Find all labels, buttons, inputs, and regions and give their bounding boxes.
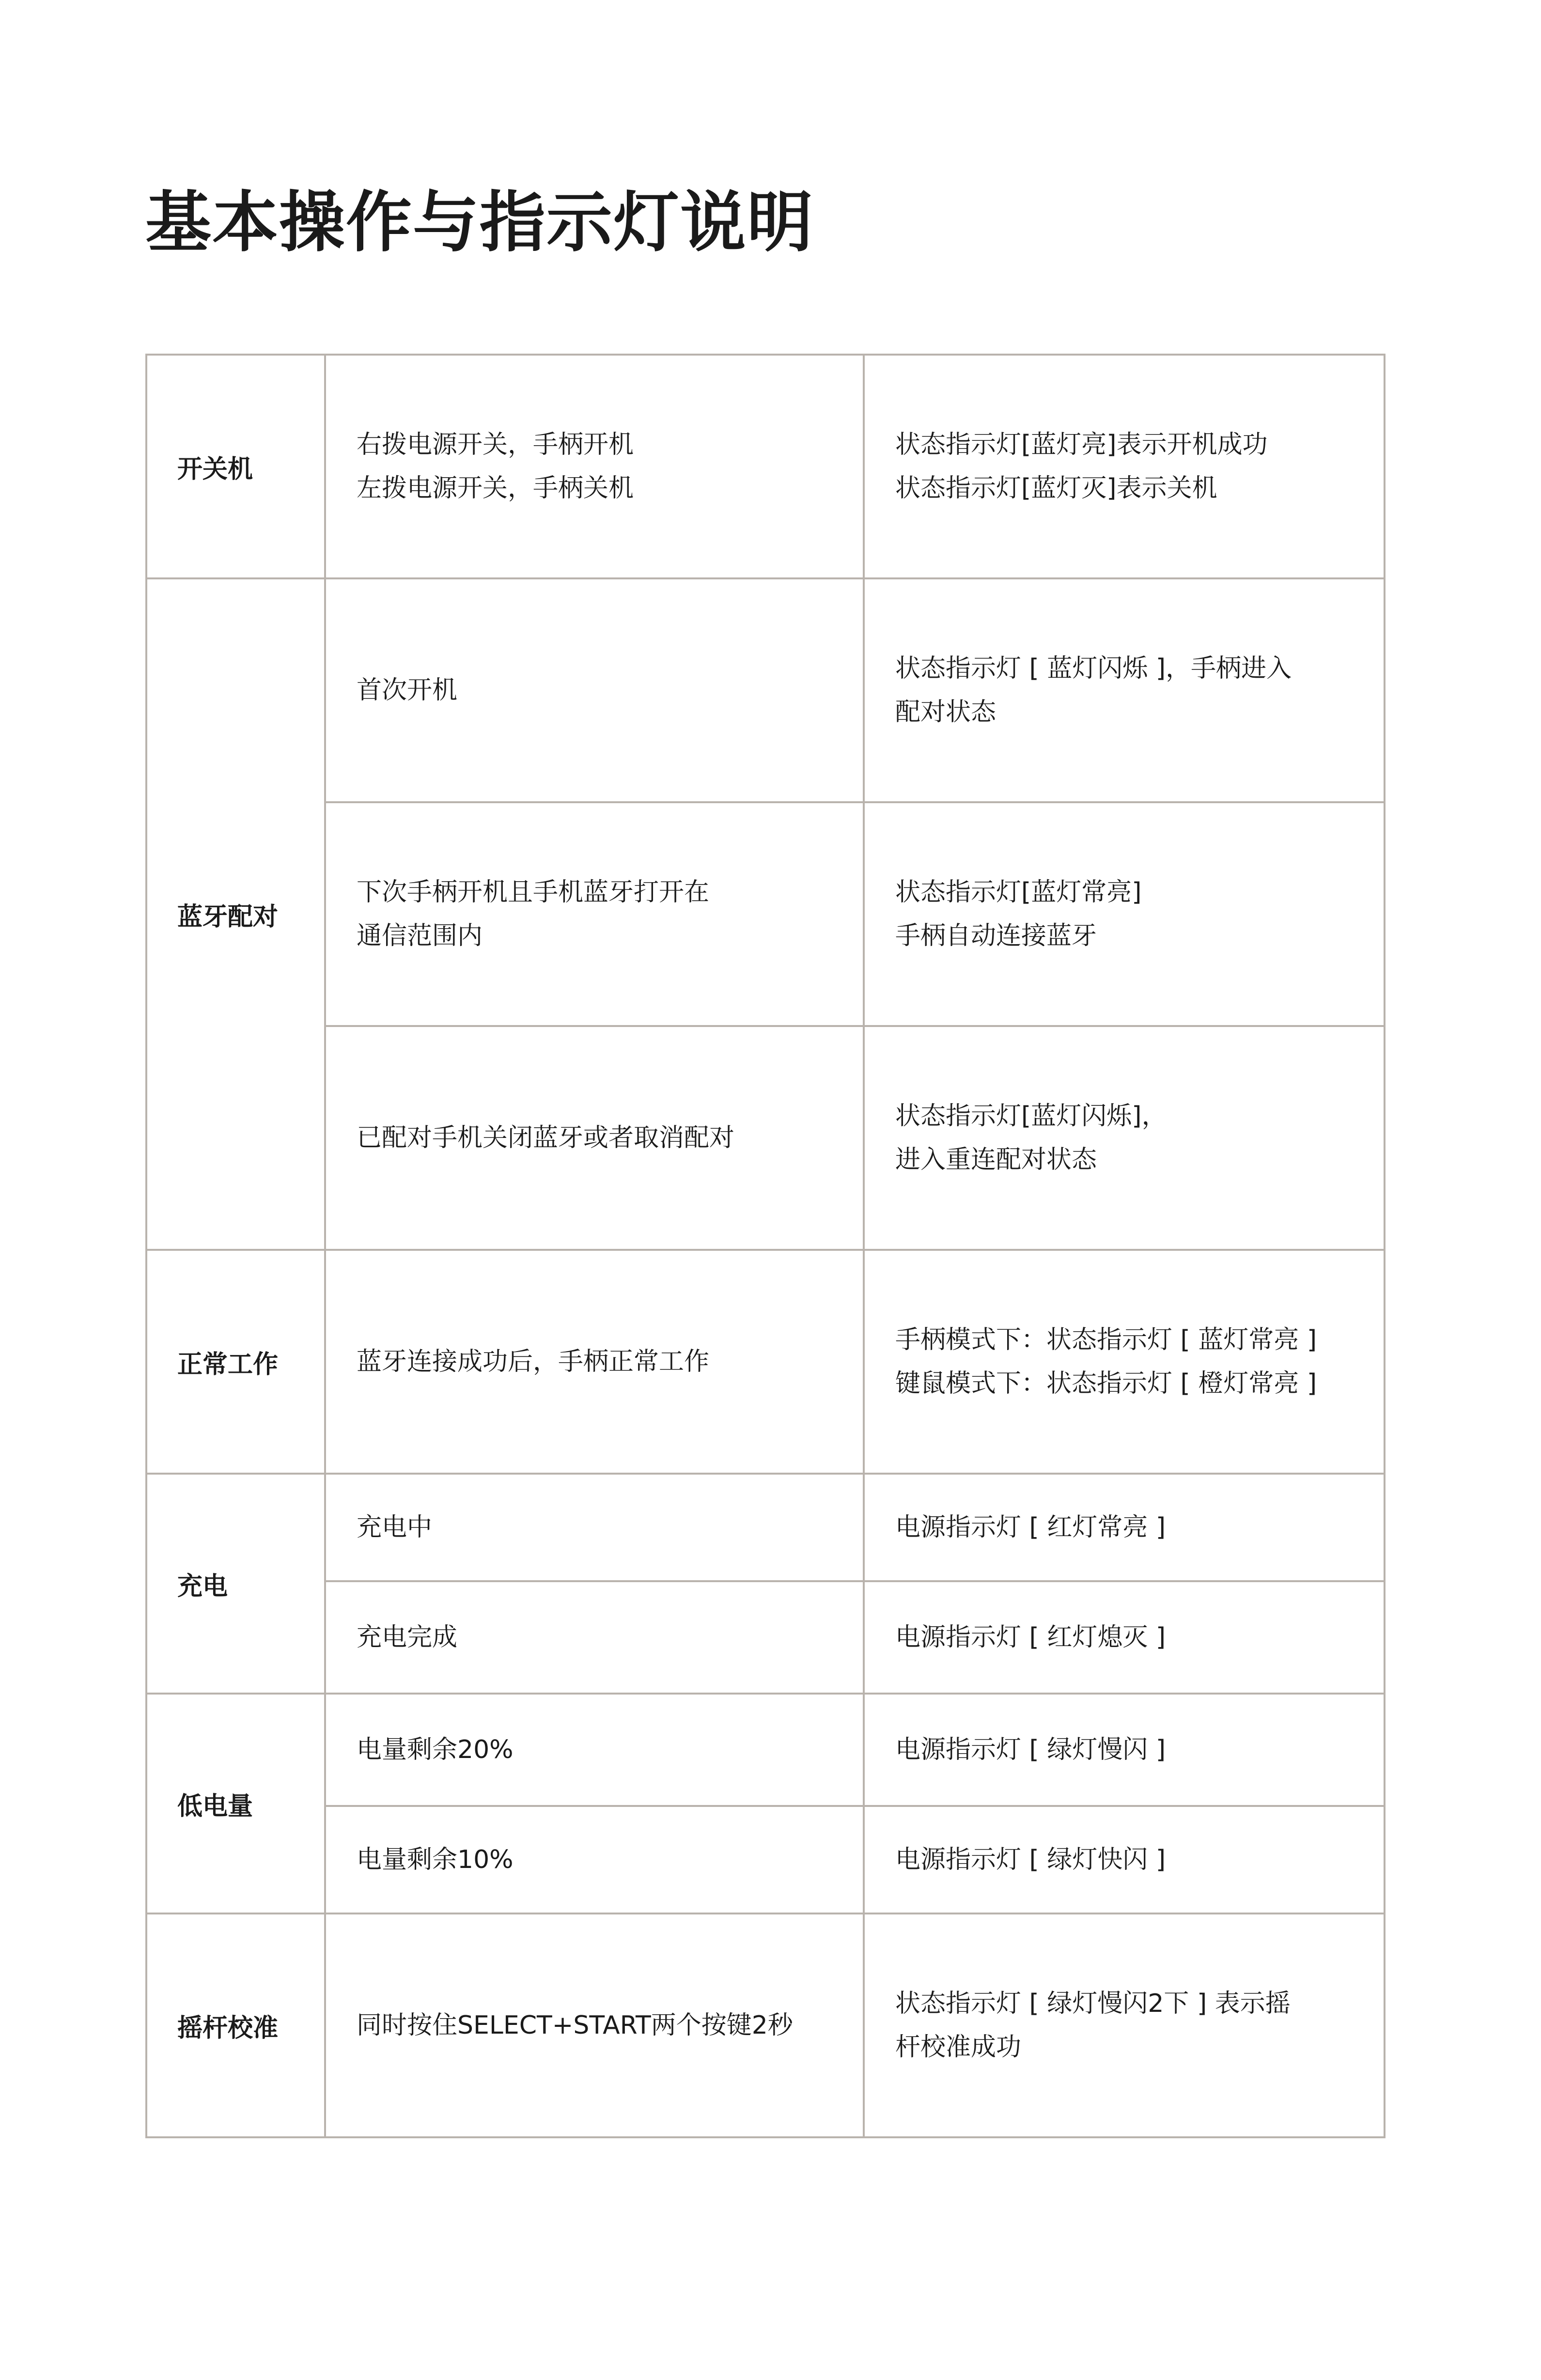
table-row: [146, 1694, 1385, 1806]
operation-text: 左拨电源开关，手柄关机: [357, 474, 634, 503]
table-row: [146, 1250, 1385, 1474]
operation-text: 充电中: [357, 1513, 433, 1542]
indicator-text: 状态指示灯[蓝灯闪烁]，: [895, 1102, 1167, 1131]
operation-text: 通信范围内: [357, 921, 483, 950]
indicator-text: 手柄自动连接蓝牙: [895, 921, 1097, 950]
indicator-cell: [864, 1913, 1385, 2137]
indicator-text: 进入重连配对状态: [895, 1145, 1097, 1174]
category-pairing: 蓝牙配对: [146, 578, 325, 1250]
table-row: [146, 1581, 1385, 1694]
category-normal: 正常工作: [146, 1250, 325, 1474]
operation-text: 已配对手机关闭蓝牙或者取消配对: [357, 1123, 735, 1152]
indicator-text: 电源指示灯 [ 红灯常亮 ]: [895, 1513, 1166, 1542]
indicator-cell: [864, 1026, 1385, 1250]
category-power: 开关机: [146, 355, 325, 578]
indicator-cell: [864, 1806, 1385, 1913]
indicator-text: 电源指示灯 [ 绿灯慢闪 ]: [895, 1735, 1166, 1764]
indicator-cell: [864, 1474, 1385, 1581]
operation-text: 同时按住SELECT+START两个按键2秒: [357, 2011, 793, 2040]
operation-text: 下次手柄开机且手机蓝牙打开在: [357, 878, 710, 907]
operation-text: 蓝牙连接成功后，手柄正常工作: [357, 1347, 710, 1376]
operation-cell: [325, 1806, 864, 1913]
operation-text: 首次开机: [357, 676, 458, 705]
category-low-battery: 低电量: [146, 1694, 325, 1913]
operation-cell: [325, 1026, 864, 1250]
operation-cell: [325, 802, 864, 1026]
indicator-cell: [864, 1250, 1385, 1474]
indicator-cell: [864, 802, 1385, 1026]
indicator-cell: [864, 355, 1385, 578]
operation-cell: [325, 1250, 864, 1474]
indicator-text: 手柄模式下：状态指示灯 [ 蓝灯常亮 ]: [895, 1325, 1317, 1354]
operation-text: 电量剩余20%: [357, 1735, 514, 1764]
indicator-text: 状态指示灯 [ 绿灯慢闪2下 ] 表示摇: [895, 1989, 1291, 2018]
operation-text: 电量剩余10%: [357, 1845, 514, 1874]
table-row: [146, 802, 1385, 1026]
indicator-text: 配对状态: [895, 698, 996, 727]
indicator-text: 电源指示灯 [ 红灯熄灭 ]: [895, 1623, 1166, 1652]
indicator-text: 状态指示灯[蓝灯亮]表示开机成功: [895, 430, 1268, 459]
category-charging: 充电: [146, 1474, 325, 1694]
indicator-text: 键鼠模式下：状态指示灯 [ 橙灯常亮 ]: [895, 1369, 1317, 1398]
table-row: [146, 1913, 1385, 2137]
indicator-text: 状态指示灯[蓝灯灭]表示关机: [895, 474, 1217, 503]
operation-cell: [325, 578, 864, 802]
category-calibration: 摇杆校准: [146, 1913, 325, 2137]
operation-text: 右拨电源开关，手柄开机: [357, 430, 634, 459]
operation-cell: [325, 1913, 864, 2137]
table-row: [146, 578, 1385, 802]
indicator-cell: [864, 1694, 1385, 1806]
indicator-cell: [864, 1581, 1385, 1694]
indicator-text: 状态指示灯 [ 蓝灯闪烁 ]，手柄进入: [895, 654, 1292, 683]
instruction-table: [145, 354, 1385, 2138]
operation-cell: [325, 1694, 864, 1806]
indicator-text: 电源指示灯 [ 绿灯快闪 ]: [895, 1845, 1166, 1874]
indicator-text: 状态指示灯[蓝灯常亮]: [895, 878, 1142, 907]
table-row: [146, 1026, 1385, 1250]
operation-text: 充电完成: [357, 1623, 458, 1652]
table-row: [146, 1806, 1385, 1913]
table-row: [146, 355, 1385, 578]
page-title: 基本操作与指示灯说明: [145, 185, 814, 261]
operation-cell: [325, 1581, 864, 1694]
table-row: [146, 1474, 1385, 1581]
operation-cell: [325, 1474, 864, 1581]
operation-cell: [325, 355, 864, 578]
indicator-cell: [864, 578, 1385, 802]
indicator-text: 杆校准成功: [895, 2033, 1022, 2062]
